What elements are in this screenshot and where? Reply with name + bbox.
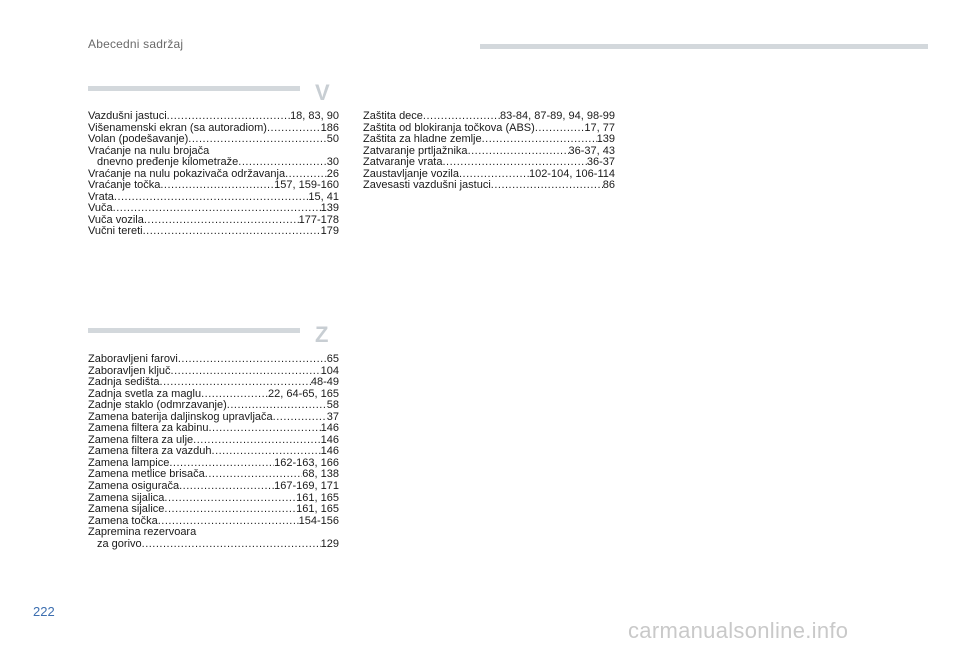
dot-leader — [468, 146, 569, 158]
watermark-text: carmanualsonline.info — [628, 618, 849, 643]
dot-leader — [535, 123, 585, 135]
dot-leader — [188, 134, 326, 146]
index-entry-pages: 26 — [326, 167, 339, 180]
index-entry-pages: 30 — [326, 156, 339, 169]
index-entry-pages: 36-37, 43 — [568, 144, 615, 157]
dot-leader — [227, 400, 327, 412]
index-entry-pages: 18, 83, 90 — [290, 110, 339, 122]
dot-leader — [178, 354, 327, 366]
index-entry-pages: 179 — [320, 225, 339, 238]
index-entry-label: Zamena točka — [88, 514, 158, 527]
dot-leader — [167, 111, 290, 123]
index-entry-label: Zamena baterija daljinskog upravljača — [88, 410, 273, 423]
index-entry-label: Vučni tereti — [88, 225, 143, 238]
index-entry-label: Zamena filtera za ulje — [88, 433, 194, 446]
index-entry[interactable] — [88, 354, 339, 366]
index-entry-label: Zamena sijalice — [88, 503, 165, 516]
index-entry[interactable] — [88, 226, 339, 238]
index-entry-pages: 154-156 — [298, 514, 339, 527]
index-entry-label: Vuča vozila — [88, 213, 144, 226]
page-header-title: Abecedni sadržaj — [88, 37, 184, 51]
dot-leader — [238, 157, 326, 169]
index-entry-pages: 86 — [602, 179, 615, 192]
dot-leader — [164, 504, 296, 516]
index-entry-pages: 17, 77 — [584, 121, 615, 134]
index-entry-pages: 37 — [326, 410, 339, 423]
index-entry-pages: 68, 138 — [302, 468, 339, 481]
index-entry-pages: 161, 165 — [296, 503, 339, 516]
index-entry-label: Zaštita dece — [363, 110, 423, 122]
index-entry[interactable] — [88, 134, 339, 146]
index-column-z-right — [363, 111, 615, 192]
index-entry-label: Zadnje staklo (odmrzavanje) — [88, 399, 227, 412]
dot-leader — [273, 412, 327, 424]
index-entry-label: Zaustavljanje vozila — [363, 167, 459, 180]
dot-leader — [482, 134, 597, 146]
index-entry-pages: 129 — [320, 537, 339, 550]
index-entry-label: Zaboravljen ključ — [88, 364, 171, 377]
section-divider-v — [88, 86, 300, 91]
index-entry-pages: 139 — [596, 133, 615, 146]
dot-leader — [208, 423, 320, 435]
dot-leader — [164, 493, 296, 505]
index-entry[interactable] — [88, 504, 339, 516]
index-entry[interactable] — [88, 400, 339, 412]
index-entry-pages: 22, 64-65, 165 — [268, 387, 339, 400]
page-number: 222 — [33, 604, 55, 619]
index-entry-pages: 161, 165 — [296, 491, 339, 504]
dot-leader — [442, 157, 586, 169]
index-entry[interactable] — [88, 192, 339, 204]
index-entry[interactable] — [88, 180, 339, 192]
index-entry-pages: 58 — [326, 399, 339, 412]
dot-leader — [171, 366, 321, 378]
dot-leader — [193, 435, 320, 447]
index-entry[interactable] — [363, 134, 615, 146]
index-entry-label: za gorivo — [97, 537, 142, 550]
index-entry-pages: 146 — [320, 445, 339, 458]
index-entry-label: Vraćanje točka — [88, 179, 161, 192]
index-entry-label: dnevno pređenje kilometraže — [97, 156, 239, 169]
index-entry-pages: 157, 159-160 — [274, 179, 339, 192]
dot-leader — [423, 111, 500, 123]
dot-leader — [143, 226, 321, 238]
index-entry-label: Vrata — [88, 190, 114, 203]
index-entry-pages: 167-169, 171 — [274, 480, 339, 493]
index-entry-label: Zamena filtera za kabinu — [88, 422, 209, 435]
index-entry-label: Zatvaranje prtljažnika — [363, 144, 468, 157]
index-entry-pages: 162-163, 166 — [274, 456, 339, 469]
index-entry-pages: 15, 41 — [308, 190, 339, 203]
index-entry-label: Zamena osigurača — [88, 480, 180, 493]
index-entry-label: Zadnja svetla za maglu — [88, 387, 202, 400]
index-entry-label: Zavesasti vazdušni jastuci — [363, 179, 491, 192]
index-entry-label: Vazdušni jastuci — [88, 110, 167, 122]
index-entry[interactable] — [88, 377, 339, 389]
index-entry-pages: 186 — [320, 121, 339, 134]
index-entry-pages: 139 — [320, 202, 339, 215]
index-entry[interactable] — [88, 481, 339, 493]
section-letter-v: V — [315, 80, 330, 105]
index-entry-pages: 65 — [326, 353, 339, 365]
index-entry-pages: 146 — [320, 422, 339, 435]
index-entry-label: Zamena lampice — [88, 456, 170, 469]
index-entry-label: Višenamenski ekran (sa autoradiom) — [88, 121, 267, 134]
index-entry-heading: Vraćanje na nulu brojača — [88, 144, 210, 157]
index-entry[interactable] — [363, 111, 615, 123]
index-entry-label: Zaštita od blokiranja točkova (ABS) — [363, 121, 535, 134]
index-entry-pages: 83-84, 87-89, 94, 98-99 — [500, 110, 615, 122]
index-entry[interactable] — [363, 180, 615, 192]
index-entry[interactable] — [88, 539, 339, 551]
index-entry-heading: Zapremina rezervoara — [88, 526, 197, 539]
dot-leader — [267, 123, 321, 135]
index-entry-label: Vraćanje na nulu pokazivača održavanja — [88, 167, 286, 180]
index-entry-label: Volan (podešavanje) — [88, 133, 189, 146]
dot-leader — [142, 539, 321, 551]
index-entry-pages: 102-104, 106-114 — [528, 167, 615, 180]
index-entry[interactable] — [88, 111, 339, 123]
index-entry-label: Zaštita za hladne zemlje — [363, 133, 482, 146]
index-entry-label: Zadnja sedišta — [88, 376, 160, 389]
index-column-v-left — [88, 111, 339, 238]
dot-leader — [160, 377, 311, 389]
index-entry-label: Zamena metlice brisača — [88, 468, 205, 481]
dot-leader — [144, 215, 299, 227]
index-entry-label: Zamena filtera za vazduh — [88, 445, 212, 458]
section-letter-z: Z — [315, 322, 329, 347]
index-entry-label: Zamena sijalica — [88, 491, 165, 504]
index-entry[interactable] — [363, 157, 615, 169]
index-entry-pages: 104 — [320, 364, 339, 377]
index-entry-pages: 50 — [326, 133, 339, 146]
index-entry-label: Zatvaranje vrata — [363, 156, 443, 169]
index-entry-label: Vuča — [88, 202, 113, 215]
index-entry-pages: 177-178 — [298, 213, 339, 226]
dot-leader — [114, 192, 309, 204]
dot-leader — [491, 180, 603, 192]
index-column-z-left — [88, 354, 339, 550]
index-entry[interactable] — [88, 157, 339, 169]
header-divider — [480, 44, 928, 49]
section-divider-z — [88, 328, 300, 333]
index-entry-label: Zaboravljeni farovi — [88, 353, 178, 365]
dot-leader — [179, 481, 274, 493]
index-entry-pages: 146 — [320, 433, 339, 446]
index-entry-pages: 48-49 — [310, 376, 339, 389]
index-entry-pages: 36-37 — [586, 156, 615, 169]
dot-leader — [160, 180, 274, 192]
